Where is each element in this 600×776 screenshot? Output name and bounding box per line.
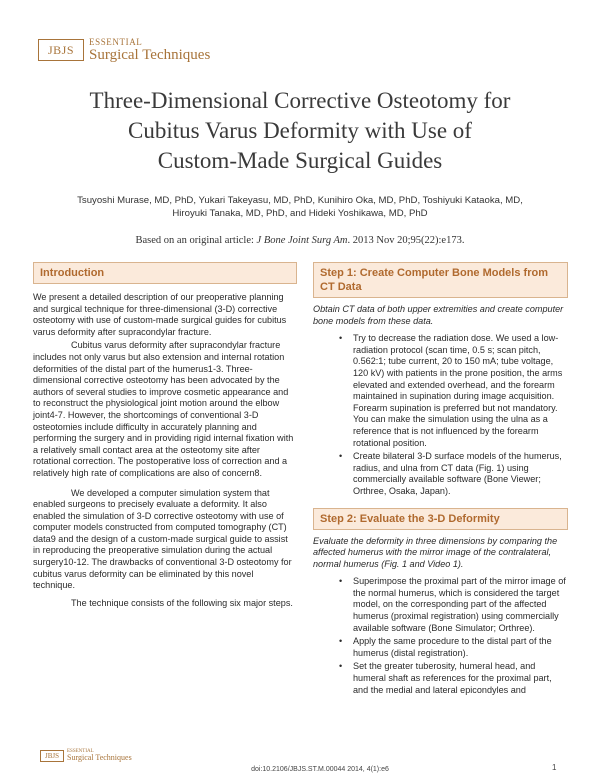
title-line-1: Three-Dimensional Corrective Osteotomy for [89, 88, 511, 113]
right-column [313, 262, 568, 698]
intro-paragraph-4: The technique consists of the following six major steps. [71, 597, 293, 608]
intro-paragraph-1: We present a detailed description of our preoperative planning and surgical technique for three-dimensional (3-D) corrective osteotomy with use of custom-made surgical guides for cubitus varus deformity after supracondylar fracture. [33, 292, 287, 337]
footer-logo [40, 749, 132, 762]
journal-logo [38, 36, 210, 64]
logo-mark: JBJS [38, 39, 84, 61]
step1-heading: Step 1: Create Computer Bone Models from CT Data [313, 262, 568, 298]
authors-line-2: Hiroyuki Tanaka, MD, PhD, and Hideki Yoshikawa, MD, PhD [172, 208, 428, 219]
step2-bullet-2: Apply the same procedure to the distal part of the humerus (distal registration). [353, 636, 552, 658]
left-column [33, 262, 297, 609]
article-title [40, 86, 560, 176]
step2-bullet-1: Superimpose the proximal part of the mirror image of the normal humerus, which is considered the target model, on the corresponding part of the affected humerus (proximal registration) using commercially available software (Bone Simulator; Orthree). [353, 576, 566, 633]
based-on-citation [40, 235, 560, 246]
bullet-dot-icon: • [339, 636, 343, 647]
intro-paragraph-2: Cubitus varus deformity after supracondylar fracture includes not only varus but also extension and internal rotation deformities of the distal part of the humerus1-3. Three-dimensional corrective osteotomy has been advocated by the authors of several studies to improve cosmetic appearance and to reconstruct the physiological joint motion around the elbow joint4-7. However, the shortcomings of conventional 3-D osteotomies include difficulty in accurately planning and performing the surgery and in providing rigid internal fixation with a relatively small contact area at the osteotomy site after rotational correction. The postoperative loss of correction and a relatively high rate of complications are also of concern8. [33, 340, 294, 478]
step1-bullet-list [313, 333, 568, 497]
authors-line-1: Tsuyoshi Murase, MD, PhD, Yukari Takeyasu, MD, PhD, Kunihiro Oka, MD, PhD, Toshiyuki Kataoka, MD, [77, 195, 523, 206]
step2-bullet-3: Set the greater tuberosity, humeral head, and humeral shaft as references for the proximal part, and the medial and lateral epicondyles and [353, 661, 552, 695]
bullet-dot-icon: • [339, 661, 343, 672]
based-on-suffix: . 2013 Nov 20;95(22):e173. [347, 235, 465, 246]
step1-bullet-2: Create bilateral 3-D surface models of the humerus, radius, and ulna from CT data (Fig. 1) using commercially available software (Bone Viewer; Orthree, Osaka, Japan). [353, 451, 562, 496]
list-item [313, 661, 568, 696]
list-item [313, 576, 568, 634]
list-item [313, 451, 568, 497]
step2-bullet-list [313, 576, 568, 696]
step2-heading: Step 2: Evaluate the 3-D Deformity [313, 508, 568, 530]
introduction-heading: Introduction [33, 262, 297, 284]
title-line-3: Custom-Made Surgical Guides [157, 148, 443, 173]
list-item [313, 636, 568, 659]
list-item [313, 333, 568, 449]
page-number: 1 [552, 763, 557, 772]
step2-lead: Evaluate the deformity in three dimensions by comparing the affected humerus with the mirror image of the contralateral, normal humerus (Fig. 1 and Video 1). [313, 535, 558, 569]
bullet-dot-icon: • [339, 333, 343, 344]
step1-bullet-1: Try to decrease the radiation dose. We used a low-radiation protocol (scan time, 0.5 s; scan pitch, 0.562:1; tube current, 20 to 150 mA; tube voltage, 120 kV) with patients in the prone position, the arms elevated and extended overhead, and the forearm maintained in supination during image acquisition. Forearm supination is preferred but not mandatory. You can make the simulation using the ulna as a reference that is not influenced by the forearm rotational position. [353, 333, 563, 448]
footer-logo-mark: JBJS [40, 750, 64, 762]
title-line-2: Cubitus Varus Deformity with Use of [128, 118, 472, 143]
doi-text: doi:10.2106/JBJS.ST.M.00044 2014, 4(1):e6 [251, 766, 389, 773]
footer-logo-essential: ESSENTIAL [67, 749, 94, 754]
bullet-dot-icon: • [339, 451, 343, 462]
logo-essential: ESSENTIAL [89, 36, 143, 47]
logo-subtitle: Surgical Techniques [89, 46, 211, 63]
intro-paragraph-3: We developed a computer simulation system that enabled surgeons to precisely evaluate a deformity. It also enabled the simulation of 3-D corrective osteotomy with use of computer models constructed from computed tomography (CT) data9 and the design of a custom-made surgical guide to assist in reproducing the preoperative simulation during the actual surgery10-12. The drawbacks of conventional 3-D osteotomy for cubitus varus deformity can be eliminated by this novel technique. [33, 487, 292, 591]
based-on-journal: J Bone Joint Surg Am [256, 235, 348, 246]
based-on-prefix: Based on an original article: [135, 235, 257, 246]
bullet-dot-icon: • [339, 576, 343, 587]
footer-logo-subtitle: Surgical Techniques [67, 753, 132, 762]
author-list [60, 194, 540, 220]
step1-lead: Obtain CT data of both upper extremities and create computer bone models from these data. [313, 304, 564, 326]
